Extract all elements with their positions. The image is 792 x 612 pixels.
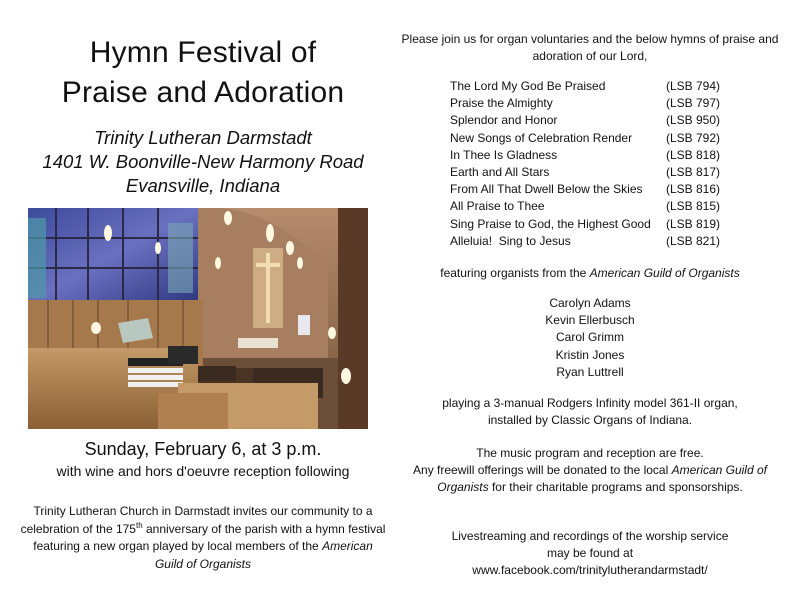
hymn-row: Splendor and Honor (LSB 950): [450, 113, 721, 128]
hymn-row: New Songs of Celebration Render (LSB 792): [450, 130, 721, 145]
organist-name: Kristin Jones: [555, 347, 625, 362]
title-line-2: Praise and Adoration: [61, 76, 345, 109]
hymn-row: From All That Dwell Below the Skies (LSB 816): [450, 182, 721, 197]
sanctuary-photo: [28, 208, 368, 429]
guild-name: American Guild of Organists: [437, 463, 767, 494]
page-title: [18, 33, 388, 113]
venue-block: [18, 126, 388, 198]
organist-name: Ryan Luttrell: [556, 364, 624, 379]
hymn-row: In Thee Is Gladness (LSB 818): [450, 147, 721, 162]
church-address: 1401 W. Boonville-New Harmony Road: [42, 151, 364, 172]
livestream-note: Livestreaming and recordings of the worship service may be found at www.facebook.com/trinitylutherandarmstadt/: [398, 528, 782, 579]
hymn-row: The Lord My God Be Praised (LSB 794): [450, 79, 721, 93]
hymn-row: Praise the Almighty (LSB 797): [450, 96, 721, 111]
featuring-line: featuring organists from the American Guild of Organists: [440, 266, 740, 280]
invitation-paragraph: Trinity Lutheran Church in Darmstadt invites our community to a celebration of the 175th anniversary of the parish with a hymn festival featuring a new organ played by local members of the American Guild of Organists: [20, 504, 386, 571]
organist-list: [398, 295, 782, 381]
church-name: Trinity Lutheran Darmstadt: [94, 127, 312, 148]
facebook-link[interactable]: www.facebook.com/trinitylutherandarmstadt/: [472, 563, 708, 577]
event-datetime: Sunday, February 6, at 3 p.m.: [84, 439, 322, 459]
hymn-row: All Praise to Thee (LSB 815): [450, 199, 721, 214]
hymn-row: Earth and All Stars (LSB 817): [450, 164, 721, 179]
organ-details: playing a 3-manual Rodgers Infinity model 361-II organ, installed by Classic Organs of Indiana.: [442, 396, 738, 427]
intro-text: Please join us for organ voluntaries and the below hymns of praise and adoration of our Lord,: [401, 32, 779, 63]
hymn-row: Alleluia! Sing to Jesus (LSB 821): [450, 233, 721, 248]
hymn-row: Sing Praise to God, the Highest Good (LSB 819): [450, 216, 721, 231]
organist-name: Carol Grimm: [556, 330, 624, 345]
church-city: Evansville, Indiana: [125, 175, 281, 196]
guild-name: American Guild of Organists: [589, 266, 740, 280]
offering-note: The music program and reception are free. Any freewill offerings will be donated to the local American Guild of Organists for their charitable programs and sponsorships.: [413, 446, 767, 494]
guild-name: American Guild of Organists: [154, 539, 373, 571]
title-line-1: Hymn Festival of: [89, 36, 317, 69]
hymn-list: [450, 78, 750, 250]
organist-name: Carolyn Adams: [549, 296, 631, 310]
reception-note: with wine and hors d'oeuvre reception following: [56, 463, 350, 479]
organist-name: Kevin Ellerbusch: [545, 313, 635, 328]
